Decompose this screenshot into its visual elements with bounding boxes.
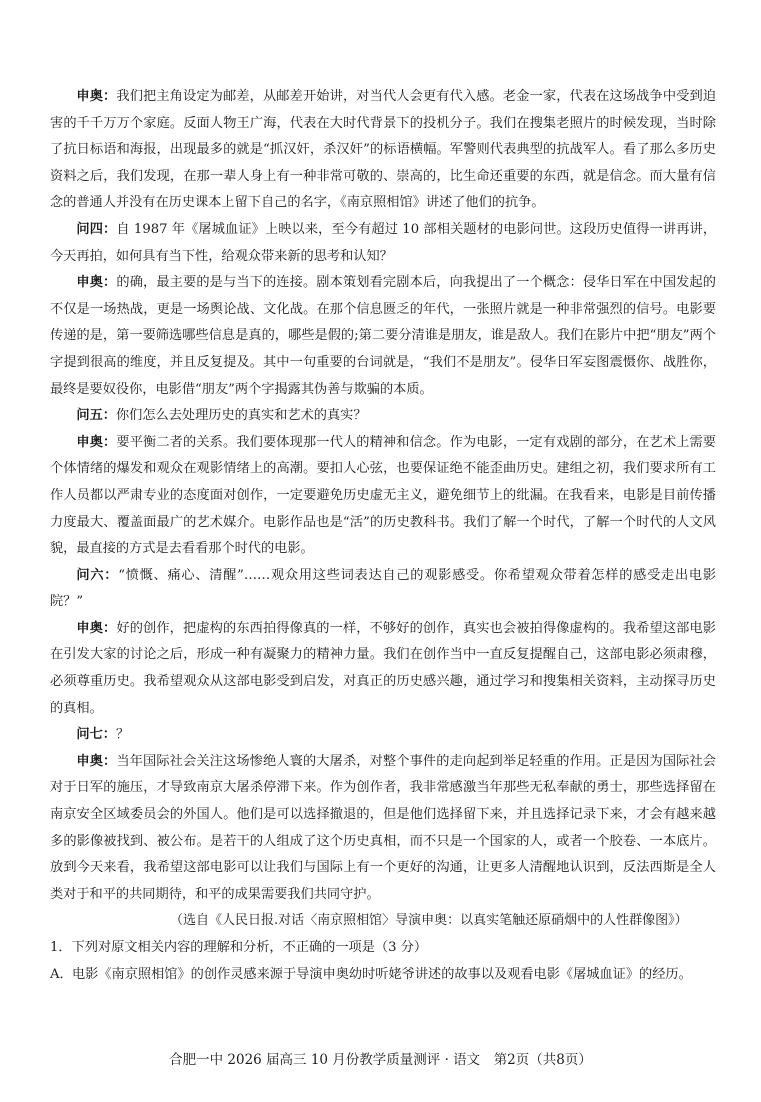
speaker-label: 申奥： [76,275,117,291]
source-citation: （选自《人民日报.对话〈南京照相馆〉导演申奥：以真实笔触还原硝烟中的人性群像图》） [170,913,688,929]
speaker-label: 问四： [76,221,117,237]
paragraph [50,403,716,430]
question-text: 下列对原文相关内容的理解和分析，不正确的一项是（3 分） [71,940,428,955]
paragraph [50,84,716,217]
paragraph [50,270,716,403]
question-number: 1． [50,940,72,955]
paragraph-text: 的确，最主要的是与当下的连接。剧本策划看完剧本后，向我提出了一个概念：侵华日军在中国发起的不仅是一场热战，更是一场舆论战、文化战。在那个信息匮乏的年代，一张照片就是一种非常强烈的信号。电影要传递的是，第一要筛选哪些信息是真的，哪些是假的;第二要分清谁是朋友，谁是敌人。我们在影片中把“朋友”两个字提到很高的维度，并且反复提及。其中一句重要的台词就是，“我们不是朋友”。侵华日军妄图震慑你、战胜你，最终是要奴役你，电影借“朋友”两个字揭露其伪善与欺骗的本质。 [50,275,716,397]
speaker-label: 问六： [76,567,119,583]
paragraph-text: 自 1987 年《屠城血证》上映以来，至今有超过 10 部相关题材的电影问世。这段历史值得一讲再讲，今天再拍，如何具有当下性，给观众带来新的思考和认知？ [50,221,717,264]
paragraph-text: ？ [115,727,130,743]
paragraph [50,563,716,616]
paragraph [50,616,716,722]
option-text: 电影《南京照相馆》的创作灵感来源于导演申奥幼时听姥爷讲述的故事以及观看电影《屠城血证》的经历。 [72,966,692,982]
speaker-label: 问五： [76,408,116,424]
paragraph-text: 好的创作，把虚构的东西拍得像真的一样，不够好的创作，真实也会被拍得像虚构的。我希望这部电影在引发大家的讨论之后，形成一种有凝聚力的精神力量。我们在创作当中一直反复提醒自己，这部电影必须肃穆，必须尊重历史。我希望观众从这部电影受到启发，对真正的历史感兴趣，通过学习和搜集相关资料，主动探寻历史的真相。 [50,620,716,716]
option-a [50,962,716,989]
speaker-label: 申奥： [76,89,117,104]
page-footer: 合肥一中 2026 届高三 10 月份教学质量测评 · 语文 第2页（共8页） [169,1052,592,1068]
speaker-label: 问七： [76,727,116,743]
paragraph [50,722,716,749]
article-body [50,84,716,988]
speaker-label: 申奥： [76,753,117,769]
paragraph-text: 当年国际社会关注这场惨绝人寰的大屠杀，对整个事件的走向起到举足轻重的作用。正是因为国际社会对于日军的施压，才导致南京大屠杀停滞下来。作为创作者，我非常感激当年那些无私奉献的勇士，那些选择留在南京安全区域委员会的外国人。他们是可以选择撤退的，但是他们选择留下来，并且选择记录下来，才会有越来越多的影像被找到、被公布。是若干的人组成了这个历史真相，而不只是一个国家的人，或者一个胶卷、一本底片。放到今天来看，我希望这部电影可以让我们与国际上有一个更好的沟通，让更多人清醒地认识到，反法西斯是全人类对于和平的共同期待，和平的成果需要我们共同守护。 [50,753,716,902]
speaker-label: 申奥： [76,434,117,450]
paragraph-text: 我们把主角设定为邮差，从邮差开始讲，对当代人会更有代入感。老金一家，代表在这场战争中受到迫害的千千万万个家庭。反面人物王广海，代表在大时代背景下的投机分子。我们在搜集老照片的时候发现，当时除了抗日标语和海报，出现最多的就是“抓汉奸，杀汉奸”的标语横幅。军警则代表典型的抗战军人。看了那么多历史资料之后，我们发现，在那一辈人身上有一种非常可敬的、崇高的，比生命还重要的东西，就是信念。而大量有信念的普通人并没有在历史课本上留下自己的名字，《南京照相馆》讲述了他们的抗争。 [50,89,716,211]
paragraph [50,217,716,270]
option-label: A． [50,966,73,982]
paragraph-text: 你们怎么去处理历史的真实和艺术的真实？ [115,408,367,424]
paragraph-text: 要平衡二者的关系。我们要体现那一代人的精神和信念。作为电影，一定有戏剧的部分，在艺术上需要个体情绪的爆发和观众在观影情绪上的高潮。要扣人心弦，也要保证绝不能歪曲历史。建组之初，我们要求所有工作人员都以严肃专业的态度面对创作，一定要避免历史虚无主义，避免细节上的纰漏。在我看来，电影是目前传播力度最大、覆盖面最广的艺术媒介。电影作品也是“活”的历史教科书。我们了解一个时代，了解一个时代的人文风貌，最直接的方式是去看看那个时代的电影。 [50,434,716,557]
paragraph-text: “愤慨、痛心、清醒”……观众用这些词表达自己的观影感受。你希望观众带着怎样的感受走出电影院？” [50,567,717,610]
speaker-label: 申奥： [76,620,117,636]
paragraph [50,749,716,909]
question-stem [50,935,716,962]
paragraph [50,430,716,563]
